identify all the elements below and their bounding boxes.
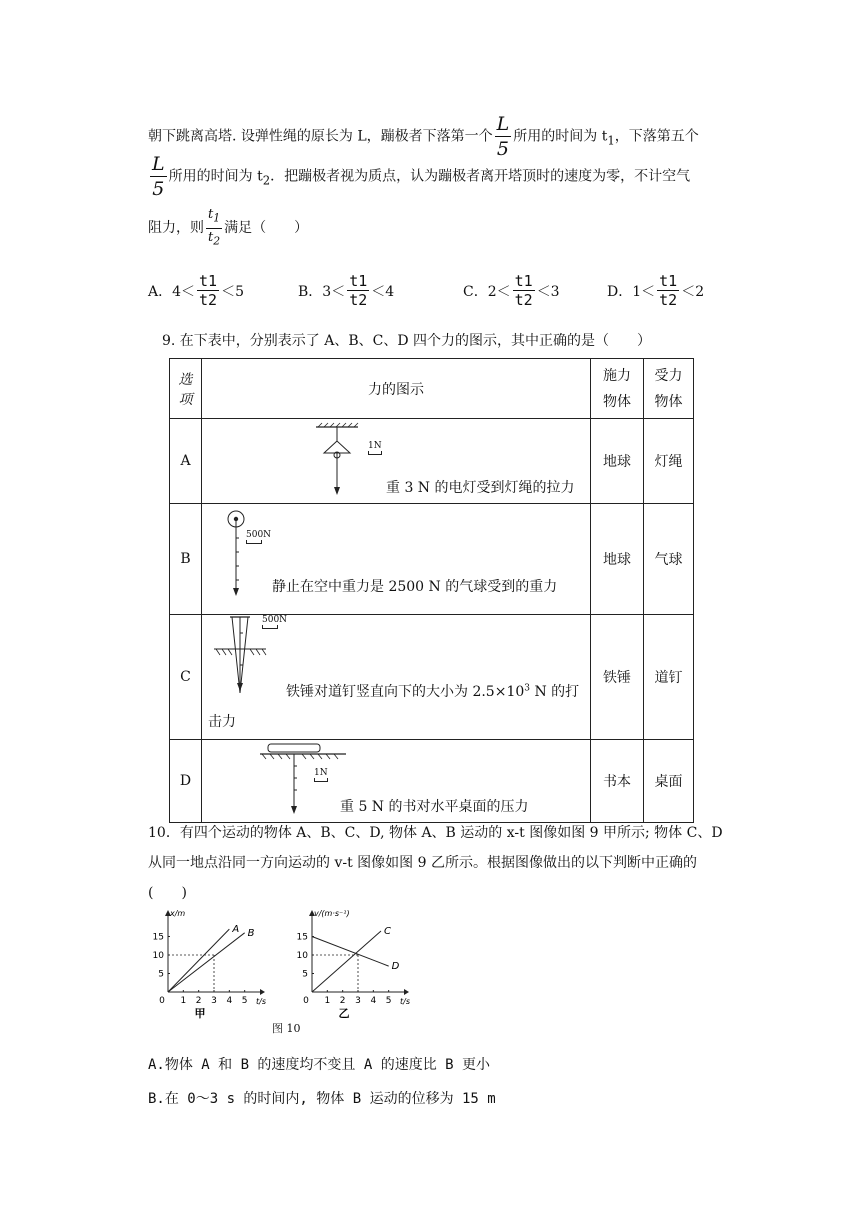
chart-title: 乙 — [338, 1007, 350, 1020]
row-caption: 重 5 N 的书对水平桌面的压力 — [340, 799, 529, 815]
chart-xt-jia — [146, 910, 276, 1020]
option-label: B．3＜ — [298, 283, 346, 300]
fraction-t1-t2 — [513, 272, 535, 309]
force-diagram-table — [169, 358, 694, 823]
scale-label: 1N — [368, 441, 382, 451]
frac-numerator: L — [496, 113, 510, 135]
frac-denominator: t2 — [199, 291, 218, 309]
p8-text-2b: ．把蹦极者视为质点，认为蹦极者离开塔顶时的速度为零，不计空气 — [270, 168, 691, 185]
p10-line3: ( ) — [148, 885, 187, 901]
row-diagram — [202, 419, 591, 504]
table-header-row — [170, 359, 694, 419]
row-option: A — [170, 419, 202, 504]
caption-part: 铁锤对道钉竖直向下的大小为 2.5×10 — [286, 684, 525, 700]
header-text: 物体 — [603, 393, 631, 410]
series-line-A — [168, 929, 229, 992]
chart-vt-yi — [290, 910, 420, 1020]
row-applier: 书本 — [591, 740, 644, 823]
header-receiver — [644, 359, 694, 419]
frac-denominator — [206, 229, 222, 251]
scale-label: 500N — [262, 615, 288, 625]
row-applier: 地球 — [591, 504, 644, 615]
table-row — [170, 740, 694, 823]
series-label-C: C — [384, 925, 391, 937]
table-row — [170, 419, 694, 504]
x-tick-label: 1 — [180, 996, 187, 1006]
header-text: 项 — [178, 391, 193, 408]
p8-text-3b: 满足（ ） — [224, 220, 309, 237]
p8-text-1a: 朝下跳离高塔. 设弹性绳的原长为 L，蹦极者下落第一个 — [148, 128, 493, 145]
option-tail: ＜4 — [371, 283, 395, 300]
series-line-B — [168, 933, 245, 992]
p9-question: 9. 在下表中，分别表示了 A、B、C、D 四个力的图示，其中正确的是（ ） — [162, 333, 652, 349]
scale-bar — [314, 768, 328, 782]
x-axis-label: t/s — [400, 997, 410, 1006]
header-option — [170, 359, 202, 419]
frac-denominator: t2 — [349, 291, 368, 309]
frac-numerator: t1 — [514, 272, 533, 290]
t-symbol: t — [208, 207, 214, 222]
option-tail: ＜3 — [536, 283, 560, 300]
y-axis-label: x/m — [170, 910, 186, 918]
frac-numerator: t1 — [659, 272, 678, 290]
row-caption-continued: 击力 — [208, 714, 236, 730]
option-label: D．1＜ — [607, 283, 656, 300]
fraction-t1-over-t2 — [206, 206, 222, 250]
frac-denominator: t2 — [659, 291, 678, 309]
y-tick-label: 10 — [296, 951, 308, 961]
scale-bar — [368, 441, 382, 455]
p8-line2 — [148, 152, 690, 201]
y-tick-label: 15 — [152, 932, 164, 943]
header-text: 物体 — [654, 393, 683, 410]
series-label-A: A — [232, 924, 240, 936]
frac-denominator: 5 — [496, 138, 510, 160]
row-option: D — [170, 740, 202, 823]
row-option: B — [170, 504, 202, 615]
option-tail: ＜5 — [221, 283, 245, 300]
x-axis-arrow — [260, 989, 265, 995]
subscript: 2 — [262, 173, 271, 188]
row-diagram — [202, 504, 591, 615]
scale-bar — [262, 615, 287, 629]
frac-numerator — [206, 206, 222, 229]
frac-denominator: t2 — [514, 291, 533, 309]
option-label: C．2＜ — [463, 283, 511, 300]
option-tail: ＜2 — [681, 283, 705, 300]
p8-option-d — [607, 272, 704, 309]
x-tick-label: 4 — [226, 996, 233, 1006]
fraction-t1-t2 — [657, 272, 679, 309]
chart-title: 甲 — [194, 1007, 206, 1020]
x-tick-label: 3 — [211, 996, 217, 1006]
x-tick-label: 5 — [385, 996, 392, 1006]
p10-option-a: A.物体 A 和 B 的速度均不变且 A 的速度比 B 更小 — [148, 1057, 491, 1073]
row-caption: 静止在空中重力是 2500 N 的气球受到的重力 — [272, 579, 558, 595]
option-label: A．4＜ — [148, 283, 196, 300]
p10-option-b: B.在 0～3 s 的时间内, 物体 B 运动的位移为 15 m — [148, 1091, 496, 1107]
row-applier: 铁锤 — [591, 615, 644, 740]
series-label-B: B — [247, 927, 255, 939]
lamp-diagram — [312, 421, 392, 501]
p8-option-c — [463, 272, 560, 309]
fraction-L-over-5 — [150, 152, 167, 201]
row-caption — [286, 681, 579, 701]
p8-option-a — [148, 272, 244, 309]
scale-label: 500N — [246, 530, 272, 540]
subscript: 1 — [213, 211, 221, 225]
figure-caption: 图 10 — [272, 1022, 301, 1035]
balloon-diagram — [224, 508, 254, 598]
y-axis-label: v/(m·s⁻¹) — [314, 910, 350, 918]
y-tick-label: 10 — [152, 951, 164, 961]
x-tick-label: 3 — [355, 996, 361, 1006]
table-row — [170, 504, 694, 615]
header-text: 施力 — [603, 367, 631, 384]
p8-text-1c: ，下落第五个 — [614, 128, 699, 145]
header-diagram: 力的图示 — [202, 359, 591, 419]
header-text: 受力 — [654, 367, 683, 384]
y-tick-label: 15 — [296, 932, 308, 943]
row-receiver: 灯绳 — [644, 419, 694, 504]
p8-text-3a: 阻力，则 — [148, 220, 204, 237]
x-tick-label: 2 — [195, 996, 202, 1006]
fraction-t1-t2 — [197, 272, 219, 309]
y-tick-label: 5 — [302, 969, 308, 980]
scale-bar — [246, 530, 271, 544]
p8-line3 — [148, 206, 308, 250]
x-axis-label: t/s — [256, 997, 266, 1006]
p8-option-b — [298, 272, 394, 309]
x-axis-arrow — [404, 989, 409, 995]
x-tick-label: 4 — [370, 996, 377, 1006]
row-diagram — [202, 615, 591, 740]
frac-denominator: 5 — [152, 178, 165, 200]
p8-text-2a: 所用的时间为 t — [168, 168, 263, 185]
row-receiver: 气球 — [644, 504, 694, 615]
x-tick-label: 5 — [241, 996, 248, 1006]
x-tick-label: 0 — [159, 996, 165, 1006]
row-diagram — [202, 740, 591, 823]
x-tick-label: 0 — [303, 996, 309, 1006]
row-option: C — [170, 615, 202, 740]
fraction-t1-t2 — [347, 272, 369, 309]
row-caption: 重 3 N 的电灯受到灯绳的拉力 — [386, 480, 575, 496]
series-label-D: D — [391, 961, 400, 973]
series-line-D — [312, 937, 389, 967]
row-applier: 地球 — [591, 419, 644, 504]
p10-line1: 10．有四个运动的物体 A、B、C、D, 物体 A、B 运动的 x-t 图像如图 9 甲所示; 物体 C、D — [148, 825, 723, 841]
frac-numerator: t1 — [349, 272, 368, 290]
row-receiver: 桌面 — [644, 740, 694, 823]
caption-part: N 的打 — [530, 684, 580, 700]
table-row — [170, 615, 694, 740]
scale-label: 1N — [314, 768, 328, 778]
frac-numerator: t1 — [199, 272, 218, 290]
header-text: 选 — [178, 371, 193, 388]
header-applier — [591, 359, 644, 419]
p10-line2: 从同一地点沿同一方向运动的 v-t 图像如图 9 乙所示。根据图像做出的以下判断中正确的 — [148, 855, 697, 871]
x-tick-label: 1 — [324, 996, 331, 1006]
subscript: 1 — [607, 133, 615, 148]
subscript: 2 — [213, 234, 221, 248]
t-symbol: t — [208, 229, 214, 245]
frac-numerator: L — [152, 153, 165, 175]
caption-superscript: 3 — [524, 683, 530, 694]
y-tick-label: 5 — [158, 969, 164, 980]
x-tick-label: 2 — [339, 996, 346, 1006]
p8-text-1b: 所用的时间为 t — [513, 128, 608, 145]
row-receiver: 道钉 — [644, 615, 694, 740]
